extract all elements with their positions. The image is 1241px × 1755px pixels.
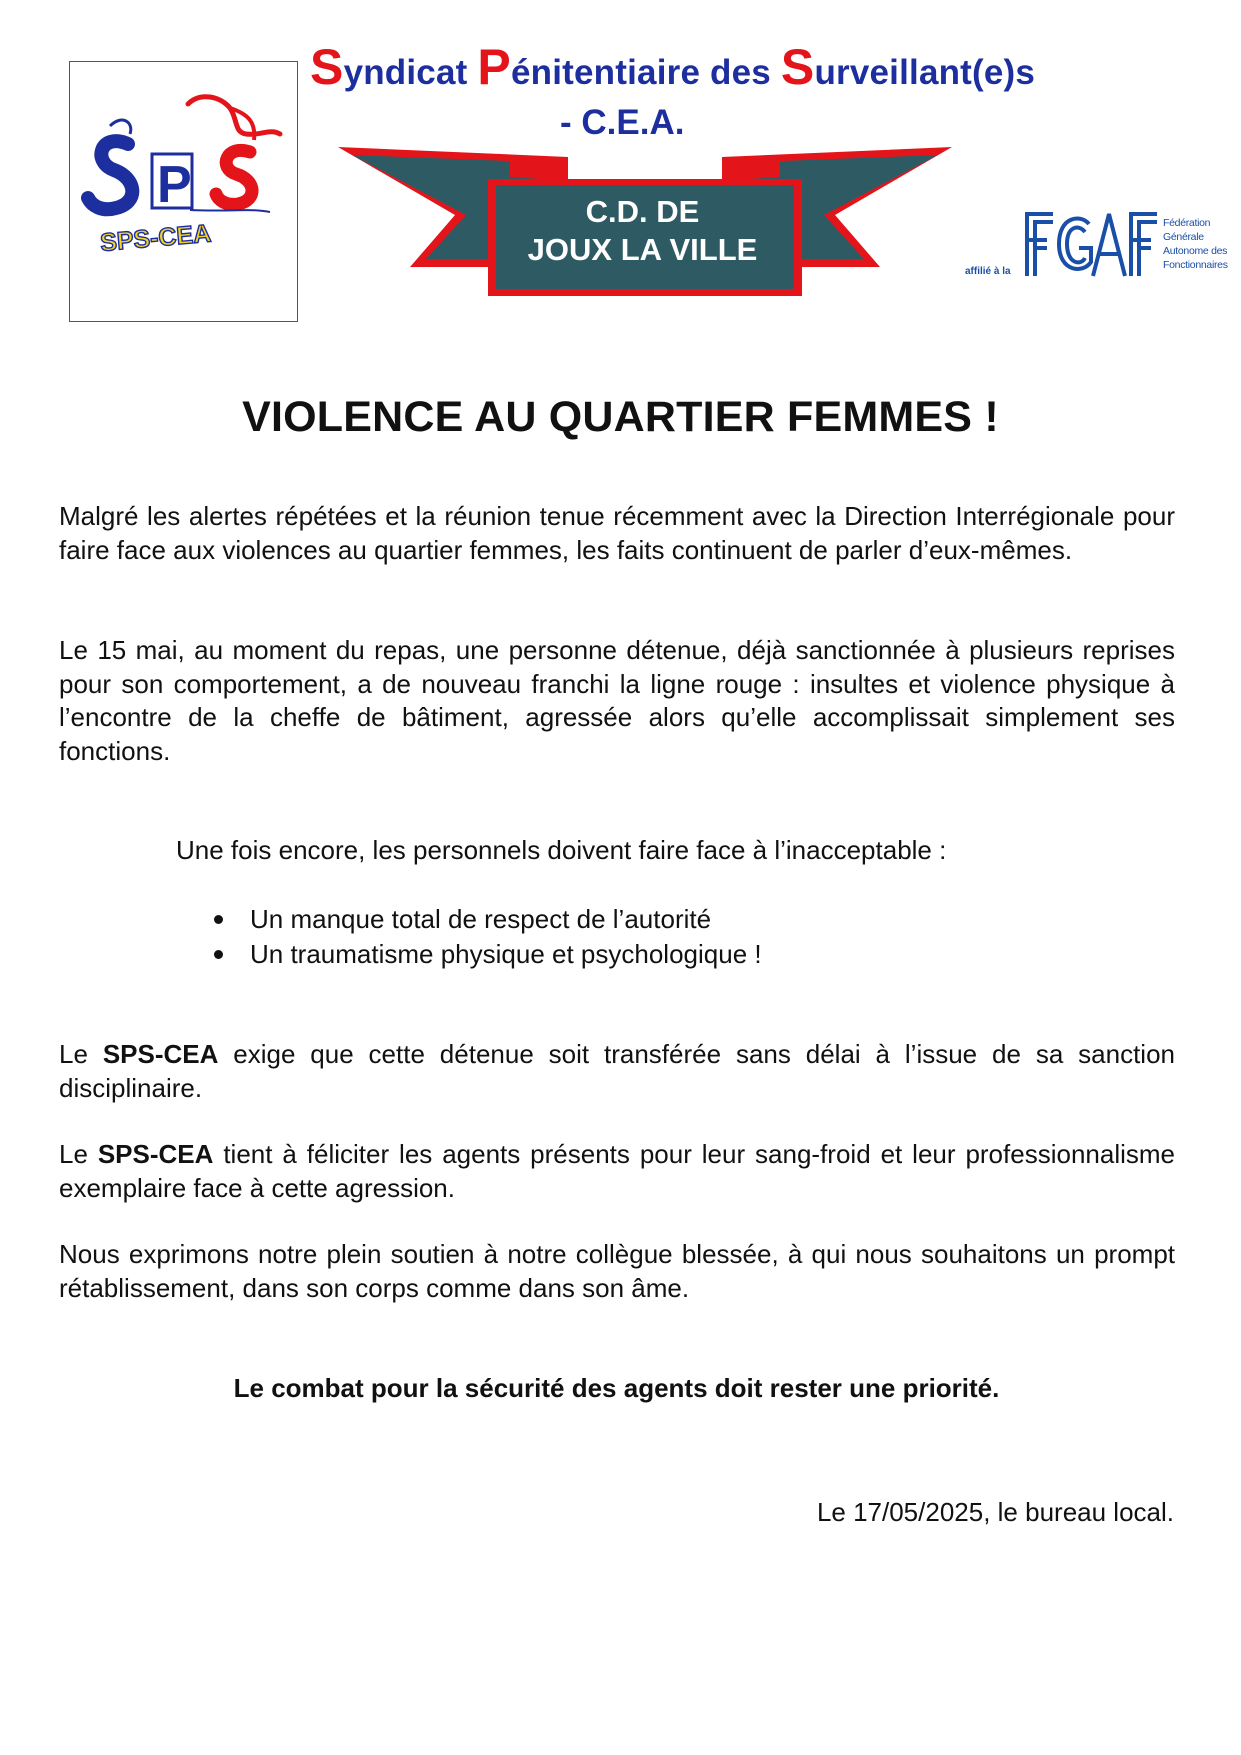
paragraph-4-rest: exige que cette détenue soit transférée sans délai à l’issue de sa sanction disciplinaire. bbox=[59, 1039, 1175, 1103]
closing-statement: Le combat pour la sécurité des agents doit rester une priorité. bbox=[233, 1373, 1000, 1403]
union-name-cap-2: P bbox=[477, 39, 511, 95]
bullet-item bbox=[210, 902, 762, 937]
paragraph-6: Nous exprimons notre plein soutien à notre collègue blessée, à qui nous souhaitons un prompt rétablissement, dans son corps comme dans son âme. bbox=[59, 1239, 1175, 1303]
fgaf-logo bbox=[1023, 210, 1159, 278]
affiliation-prefix: affilié à la bbox=[965, 266, 1011, 277]
sps-logo-graphic bbox=[70, 62, 299, 323]
paragraph-3: Une fois encore, les personnels doivent faire face à l’inacceptable : bbox=[176, 835, 947, 865]
bullet-dot-icon bbox=[214, 915, 223, 924]
paragraph-5-prefix: Le bbox=[59, 1139, 98, 1169]
union-name-cap-3: S bbox=[780, 39, 815, 95]
paragraph-4-prefix: Le bbox=[59, 1039, 103, 1069]
bullet-text: Un traumatisme physique et psychologique ! bbox=[250, 939, 762, 969]
union-name-rest-2: énitentiaire des bbox=[510, 53, 781, 92]
banner-line-2: JOUX LA VILLE bbox=[527, 232, 758, 267]
banner-line-1: C.D. DE bbox=[585, 194, 700, 229]
fgaf-name-line-2: Générale bbox=[1163, 231, 1204, 243]
sps-logo bbox=[69, 61, 298, 322]
signature: Le 17/05/2025, le bureau local. bbox=[816, 1497, 1174, 1527]
fgaf-name-line-4: Fonctionnaires bbox=[1163, 259, 1228, 271]
banner-label bbox=[495, 193, 790, 269]
paragraph-4 bbox=[59, 1038, 1175, 1105]
union-subtitle: - C.E.A. bbox=[560, 103, 685, 142]
paragraph-5-union: SPS-CEA bbox=[97, 1139, 214, 1169]
paragraph-4-union: SPS-CEA bbox=[102, 1039, 219, 1069]
document-title: VIOLENCE AU QUARTIER FEMMES ! bbox=[242, 393, 999, 441]
paragraph-5-rest: tient à féliciter les agents présents pour leur sang-froid et leur professionnalisme exemplaire face à cette agression. bbox=[59, 1139, 1175, 1203]
fgaf-affiliation bbox=[965, 210, 1227, 285]
bullet-text: Un manque total de respect de l’autorité bbox=[250, 904, 712, 934]
logo-label: SPS-CEA bbox=[99, 219, 213, 258]
fgaf-name-line-3: Autonome des bbox=[1163, 245, 1228, 257]
paragraph-2: Le 15 mai, au moment du repas, une personne détenue, déjà sanctionnée à plusieurs reprises pour son comportement, a de nouveau franchi la ligne rouge : insultes et violence physique à l’encontre de la cheffe de bâtiment, agressée alors qu’elle accomplissait simplement ses fonctions. bbox=[59, 635, 1175, 766]
bullet-list bbox=[210, 902, 762, 972]
union-name-rest-1: yndicat bbox=[343, 53, 478, 92]
union-name bbox=[310, 39, 1090, 95]
svg-text:P: P bbox=[157, 156, 192, 214]
paragraph-1: Malgré les alertes répétées et la réunion tenue récemment avec la Direction Interrégionale pour faire face aux violences au quartier femmes, les faits continuent de parler d’eux-mêmes. bbox=[59, 501, 1175, 565]
union-name-cap-1: S bbox=[310, 39, 344, 95]
fgaf-name bbox=[1163, 216, 1228, 272]
bullet-dot-icon bbox=[214, 950, 223, 959]
union-name-rest-3: urveillant(e)s bbox=[814, 53, 1036, 92]
paragraph-5 bbox=[59, 1138, 1175, 1205]
bullet-item bbox=[210, 937, 762, 972]
fgaf-name-line-1: Fédération bbox=[1163, 217, 1211, 229]
